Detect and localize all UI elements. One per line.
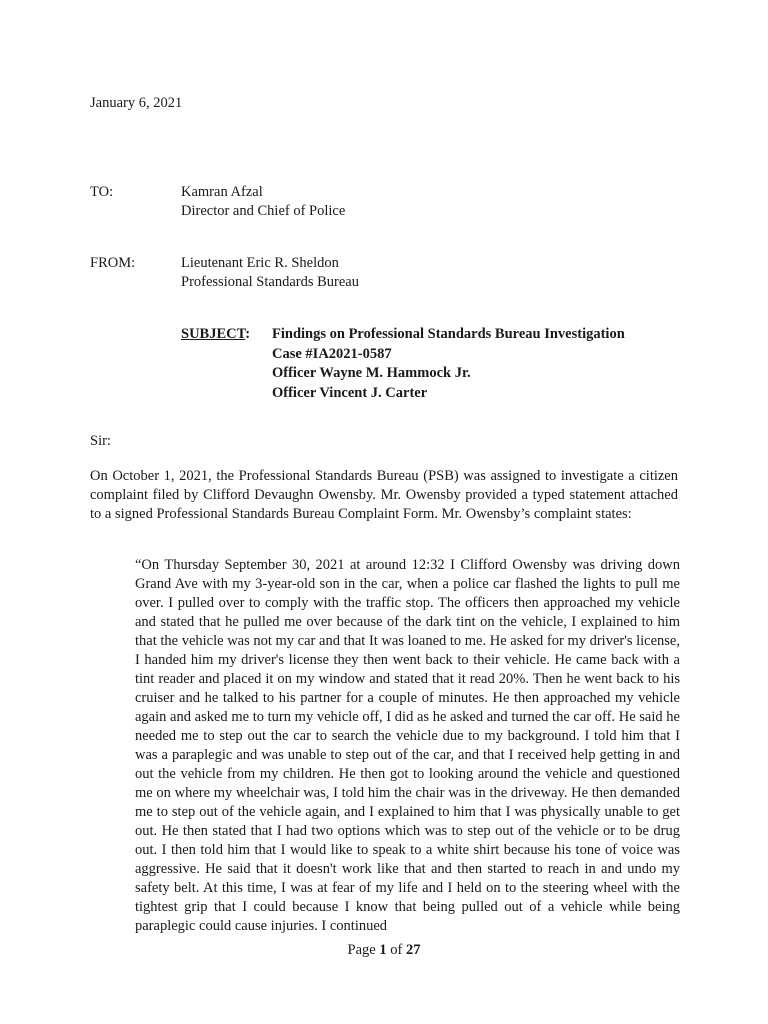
from-name: Lieutenant Eric R. Sheldon	[181, 255, 339, 271]
complaint-quote: “On Thursday September 30, 2021 at around 12:32 I Clifford Owensby was driving down Grand Ave with my 3-year-old son in the car, when a police car flashed the lights to pull me over. I pulled over to comply with the traffic stop. The officers then approached my vehicle and stated that he pulled me over because of the dark tint on the vehicle, I explained to him that the vehicle was not my car and that It was loaned to me. He asked for my driver's license, I handed him my driver's license they then went back to their vehicle. He came back with a tint reader and placed it on my window and stated that it read 20%. Then he went back to his cruiser and he talked to his partner for a couple of minutes. He then approached my vehicle again and asked me to turn my vehicle off, I did as he asked and turned the car off. He said he needed me to step out the car to search the vehicle due to my background. I told him that I was a paraplegic and was unable to step out of the car, and that I received help getting in and out the vehicle from my children. He then got to looking around the vehicle and questioned me on where my wheelchair was, I told him the chair was in the driveway. He then demanded me to step out of the vehicle again, and I explained to him that I was physically unable to get out. He then stated that I had two options which was to step out of the vehicle or to be drug out. I then told him that I would like to speak to a white shirt because his tone of voice was aggressive. He said that it doesn't work like that and then started to reach in and undo my safety belt. At this time, I was at fear of my life and I held on to the steering wheel with the tightest grip that I could because I know that being pulled out of a vehicle while being paraplegic could cause injuries. I continued	[135, 557, 680, 934]
to-recipient	[181, 183, 345, 221]
subject-line: Case #IA2021-0587	[272, 345, 392, 362]
subject-label: SUBJECT:	[181, 326, 251, 342]
from-title: Professional Standards Bureau	[181, 274, 359, 290]
from-sender	[181, 254, 359, 292]
to-title: Director and Chief of Police	[181, 203, 346, 219]
page-number: 1	[379, 942, 387, 958]
salutation: Sir:	[90, 433, 111, 449]
intro-paragraph: On October 1, 2021, the Professional Standards Bureau (PSB) was assigned to investigate a citizen complaint filed by Clifford Devaughn Owensby. Mr. Owensby provided a typed statement attached to a signed Professional Standards Bureau Complaint Form. Mr. Owensby’s complaint states:	[90, 468, 678, 522]
subject-line: Officer Wayne M. Hammock Jr.	[272, 365, 471, 381]
of-word: of	[390, 942, 403, 958]
subject-line: Officer Vincent J. Carter	[272, 384, 428, 401]
from-label: FROM:	[90, 255, 136, 271]
total-pages: 27	[405, 942, 421, 958]
page-word: Page	[347, 942, 376, 958]
subject-line: Findings on Professional Standards Bureau Investigation	[272, 326, 625, 342]
to-label: TO:	[90, 184, 114, 200]
subject-block	[272, 325, 625, 403]
memo-date: January 6, 2021	[90, 95, 183, 111]
to-name: Kamran Afzal	[181, 184, 263, 200]
page-footer	[0, 941, 768, 959]
